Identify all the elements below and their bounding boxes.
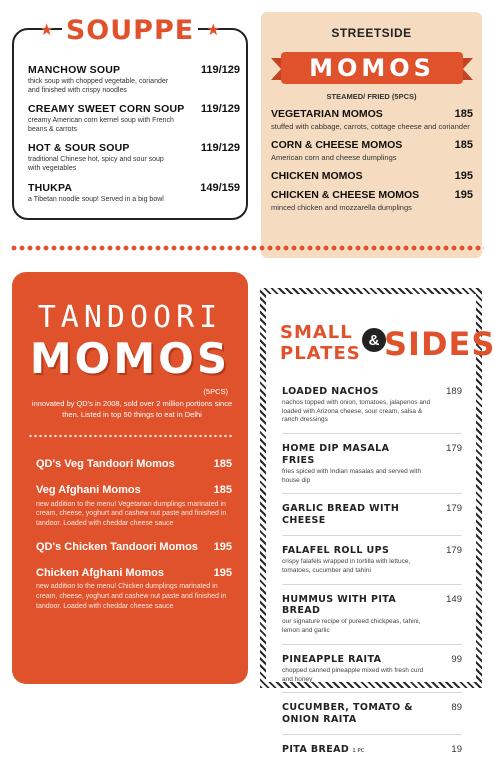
item-name: QD's Chicken Tandoori Momos	[36, 540, 198, 553]
menu-item	[282, 545, 462, 584]
item-price: 149	[446, 593, 462, 605]
tandoori-list	[36, 458, 232, 624]
item-name: HUMMUS WITH PITA BREAD	[282, 593, 397, 617]
sides-title-small: SMALL	[280, 322, 353, 343]
item-name: CHICKEN MOMOS	[271, 170, 363, 183]
item-price: 185	[454, 139, 473, 152]
star-icon: ★	[206, 22, 221, 39]
item-price: 119/129	[200, 103, 240, 116]
menu-item	[282, 744, 462, 756]
menu-item	[28, 103, 240, 134]
menu-item	[282, 654, 462, 693]
menu-item	[282, 386, 462, 434]
tandoori-intro: innovated by QD's in 2008, sold over 2 million portions since then. Listed in top 50 things to eat in Delhi	[31, 399, 233, 419]
pieces-note: (5PCS)	[203, 387, 228, 396]
item-name: Chicken Afghani Momos	[36, 566, 164, 579]
item-price: 189	[446, 386, 462, 397]
item-price: 195	[213, 540, 232, 553]
item-description: stuffed with cabbage, carrots, cottage cheese and coriander	[271, 122, 470, 131]
streetside-list	[271, 108, 473, 220]
item-name: GARLIC BREAD WITH CHEESE	[282, 503, 400, 527]
item-description: new addition to the menu! Chicken dumplings marinated in cream, cheese, yoghurt and cashew nut paste and finished in tandoor. Loaded with cheddar cheese sauce	[36, 583, 227, 610]
item-description: new addition to the menu! Vegetarian dumplings marinated in cream, cheese, yoghurt and cashew nut paste and finished in tandoor. Loaded with cheddar cheese sauce	[36, 500, 227, 528]
item-price: 179	[446, 545, 462, 557]
sides-section	[260, 288, 495, 756]
menu-item	[28, 142, 240, 173]
ribbon-tail	[271, 58, 281, 80]
item-price: 195	[213, 566, 232, 579]
item-description: fries spiced with Indian masalas and served with house dip	[282, 467, 422, 484]
sides-header	[274, 322, 495, 368]
item-price: 179	[446, 443, 462, 455]
item-name-wrap	[282, 744, 422, 756]
item-description: creamy American corn kernel soup with French beans & carrots	[28, 117, 174, 134]
item-description: American corn and cheese dumplings	[271, 153, 397, 163]
soup-list	[28, 64, 240, 212]
menu-item	[28, 64, 240, 95]
item-description: thick soup with chopped vegetable, coriander and finished with crispy noodles	[28, 78, 169, 95]
item-price: 149/159	[200, 181, 240, 194]
soup-title: SOUPPE	[62, 15, 198, 46]
tandoori-section	[12, 272, 248, 684]
menu-item	[282, 443, 462, 494]
item-description: chopped canned pineapple mixed with fresh curd and honey	[282, 666, 424, 683]
item-name: THUKPA	[28, 181, 73, 194]
streetside-title: STREETSIDE	[331, 26, 412, 40]
dotted-divider	[10, 244, 484, 252]
item-price: 195	[454, 189, 473, 202]
menu-item	[282, 503, 462, 536]
menu-item	[282, 594, 462, 645]
item-portion: 1 PC	[352, 748, 365, 755]
momos-banner	[271, 48, 473, 88]
star-icon: ★	[39, 22, 54, 39]
sides-title-sides: SIDES	[384, 325, 495, 363]
item-name: PITA BREAD	[282, 744, 350, 756]
item-name: MANCHOW SOUP	[28, 64, 121, 76]
ampersand-badge: &	[362, 328, 386, 352]
dotted-rule	[28, 434, 232, 438]
streetside-subtitle: STEAMED/ FRIED (5PCS)	[326, 92, 417, 101]
sides-list	[282, 386, 462, 765]
item-price: 19	[451, 744, 462, 756]
item-name: PINEAPPLE RAITA	[282, 653, 382, 665]
item-description: traditional Chinese hot, spicy and sour soup with vegetables	[28, 156, 164, 173]
menu-item	[271, 108, 473, 132]
soup-section	[12, 14, 248, 220]
item-name: VEGETARIAN MOMOS	[271, 108, 383, 120]
banner-text: MOMOS	[309, 54, 435, 82]
item-price: 89	[451, 702, 462, 714]
item-name: QD's Veg Tandoori Momos	[36, 458, 175, 470]
item-description: a Tibetan noodle soup! Served in a big bowl	[28, 195, 164, 203]
item-name: CUCUMBER, TOMATO & ONION RAITA	[282, 702, 413, 726]
item-price: 185	[213, 458, 232, 470]
item-name: CORN & CHEESE MOMOS	[271, 139, 403, 152]
item-description: minced chicken and mozzarella dumplings	[271, 203, 412, 213]
sides-title-plates: PLATES	[280, 343, 361, 364]
item-name: HOT & SOUR SOUP	[28, 142, 130, 155]
item-description: nachos topped with onion, tomatoes, jalapenos and loaded with Arizona cheese, sour cream, salsa & ranch dressings	[282, 398, 431, 424]
item-price: 185	[454, 108, 473, 120]
menu-item	[282, 702, 462, 735]
item-name: HOME DIP MASALA FRIES	[282, 443, 390, 467]
item-description: crispy falafels wrapped in tortilla with lettuce, tomatoes, cucumber and tahini	[282, 558, 411, 574]
streetside-section	[261, 12, 482, 258]
soup-header	[2, 14, 258, 46]
item-name: LOADED NACHOS	[282, 386, 379, 397]
item-price: 185	[213, 483, 232, 496]
item-price: 119/129	[200, 64, 240, 76]
item-name: FALAFEL ROLL UPS	[282, 545, 390, 557]
menu-item	[271, 189, 473, 213]
item-price: 195	[454, 170, 473, 183]
menu-item	[271, 139, 473, 163]
item-name: CREAMY SWEET CORN SOUP	[28, 103, 185, 116]
tandoori-title: TANDOORI	[37, 300, 223, 335]
menu-item	[28, 182, 240, 204]
item-price: 119/129	[200, 142, 240, 155]
item-name: CHICKEN & CHEESE MOMOS	[271, 189, 420, 202]
item-price: 179	[446, 503, 462, 515]
item-description: our signature recipe of pureed chickpeas, tahini, lemon and garlic	[282, 618, 421, 635]
menu-item	[271, 170, 473, 182]
ribbon-tail	[463, 58, 473, 80]
menu-item	[36, 458, 232, 472]
menu-item	[36, 541, 232, 555]
item-price: 99	[451, 653, 462, 665]
tandoori-subtitle: MOMOS	[29, 334, 231, 383]
menu-item	[36, 484, 232, 529]
item-name: Veg Afghani Momos	[36, 483, 141, 496]
menu-item	[36, 567, 232, 612]
